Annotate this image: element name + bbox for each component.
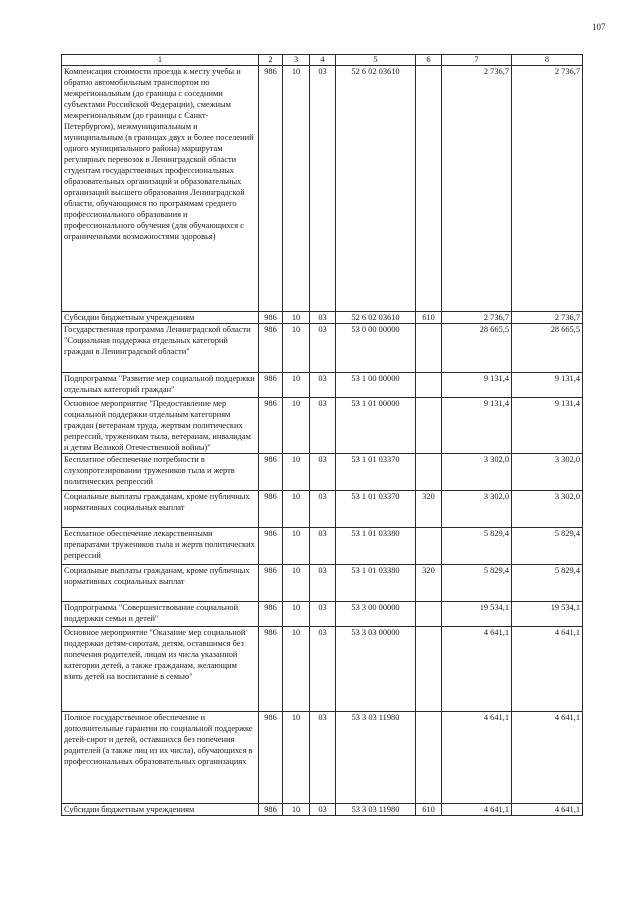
row-code-5: 53 3 00 00000: [336, 602, 416, 627]
row-amount-7: 19 534,1: [442, 602, 512, 627]
row-code-6: [416, 627, 442, 712]
row-code-4: 03: [310, 528, 336, 565]
table-row: [62, 454, 583, 491]
table-row: [62, 66, 583, 312]
row-code-4: 03: [310, 398, 336, 454]
row-amount-7: 2 736,7: [442, 66, 512, 312]
row-code-2: 986: [259, 528, 283, 565]
row-amount-7: 5 829,4: [442, 565, 512, 602]
table-row: [62, 602, 583, 627]
row-amount-8: 2 736,7: [512, 66, 583, 312]
row-code-3: 10: [283, 528, 310, 565]
row-name: Подпрограмма "Развитие мер социальной поддержки отдельных категорий граждан": [62, 373, 259, 398]
row-code-6: [416, 528, 442, 565]
row-code-4: 03: [310, 373, 336, 398]
row-amount-8: 9 131,4: [512, 398, 583, 454]
row-code-3: 10: [283, 312, 310, 324]
row-amount-7: 3 302,0: [442, 491, 512, 528]
row-code-6: 610: [416, 312, 442, 324]
row-name: Социальные выплаты гражданам, кроме публичных нормативных социальных выплат: [62, 491, 259, 528]
row-code-6: [416, 454, 442, 491]
row-code-2: 986: [259, 491, 283, 528]
row-code-4: 03: [310, 712, 336, 804]
row-code-6: [416, 398, 442, 454]
row-amount-8: 5 829,4: [512, 528, 583, 565]
row-code-2: 986: [259, 712, 283, 804]
row-code-2: 986: [259, 804, 283, 816]
row-amount-8: 4 641,1: [512, 627, 583, 712]
row-amount-7: 4 641,1: [442, 712, 512, 804]
row-code-4: 03: [310, 66, 336, 312]
table-row: [62, 528, 583, 565]
row-code-2: 986: [259, 373, 283, 398]
table-row: [62, 324, 583, 373]
header-cell: 6: [416, 55, 442, 66]
row-code-3: 10: [283, 602, 310, 627]
row-name: Бесплатное обеспечение потребности в слухопротезировании тружеников тыла и жертв политических репрессий: [62, 454, 259, 491]
row-amount-8: 4 641,1: [512, 804, 583, 816]
row-code-2: 986: [259, 602, 283, 627]
row-code-4: 03: [310, 454, 336, 491]
row-code-2: 986: [259, 324, 283, 373]
table-row: [62, 565, 583, 602]
row-code-6: [416, 66, 442, 312]
row-name: Основное мероприятие "Оказание мер социальной поддержки детям-сиротам, детям, оставшимся без попечения родителей, лицам из числа указанной категории детей, а также гражданам, желающим взять детей на воспитание в семью": [62, 627, 259, 712]
row-code-4: 03: [310, 491, 336, 528]
row-code-2: 986: [259, 66, 283, 312]
row-code-3: 10: [283, 565, 310, 602]
row-amount-7: 9 131,4: [442, 398, 512, 454]
table-row: [62, 373, 583, 398]
row-amount-8: 28 665,5: [512, 324, 583, 373]
row-amount-8: 5 829,4: [512, 565, 583, 602]
row-amount-7: 3 302,0: [442, 454, 512, 491]
row-name: Государственная программа Ленинградской области "Социальная поддержка отдельных категорий граждан в Ленинградской области": [62, 324, 259, 373]
table-row: [62, 398, 583, 454]
row-code-5: 52 6 02 03610: [336, 312, 416, 324]
row-code-4: 03: [310, 602, 336, 627]
row-code-5: 53 1 00 00000: [336, 373, 416, 398]
row-code-3: 10: [283, 491, 310, 528]
row-code-4: 03: [310, 804, 336, 816]
row-code-2: 986: [259, 454, 283, 491]
row-code-4: 03: [310, 627, 336, 712]
row-amount-7: 2 736,7: [442, 312, 512, 324]
row-code-5: 52 6 02 03610: [336, 66, 416, 312]
row-code-3: 10: [283, 398, 310, 454]
header-row: [62, 55, 583, 66]
row-code-5: 53 1 01 03370: [336, 454, 416, 491]
row-amount-8: 3 302,0: [512, 454, 583, 491]
row-code-5: 53 1 01 03370: [336, 491, 416, 528]
header-cell: 2: [259, 55, 283, 66]
row-name: Подпрограмма "Совершенствование социальной поддержки семьи и детей": [62, 602, 259, 627]
row-name: Социальные выплаты гражданам, кроме публичных нормативных социальных выплат: [62, 565, 259, 602]
row-code-4: 03: [310, 324, 336, 373]
row-code-3: 10: [283, 324, 310, 373]
row-amount-8: 3 302,0: [512, 491, 583, 528]
header-cell: 4: [310, 55, 336, 66]
row-name: Полное государственное обеспечение и дополнительные гарантии по социальной поддержке детей-сирот и детей, оставшихся без попечения родителей (а также лиц из их числа), обучающихся в профессиональных образовательных организациях: [62, 712, 259, 804]
row-name: Компенсация стоимости проезда к месту учебы и обратно автомобильным транспортом по межрегиональным (до границы с соседними субъектами Российской Федерации), смежным межрегиональным (до границы с Санкт-Петербургом), межмуниципальным и муниципальным (в границах двух и более поселений одного муниципального района) маршрутам регулярных перевозок в Ленинградской области студентам государственных профессиональных образовательных организаций и образовательных организаций высшего образования Ленинградской области, обучающимся по программам среднего профессионального образования и профессионального обучения (для обучающихся с ограниченными возможностями здоровья): [62, 66, 259, 312]
row-code-3: 10: [283, 712, 310, 804]
page-number: 107: [592, 22, 606, 32]
row-code-5: 53 0 00 00000: [336, 324, 416, 373]
row-code-6: [416, 373, 442, 398]
row-code-2: 986: [259, 627, 283, 712]
row-name: Основное мероприятие "Предоставление мер социальной поддержки отдельным категориям граждан (ветеранам труда, жертвам политических репрессий, труженикам тыла, ветеранам, инвалидам и детям Великой Отечественной войны)": [62, 398, 259, 454]
row-code-3: 10: [283, 454, 310, 491]
row-name: Бесплатное обеспечение лекарственными препаратами тружеников тыла и жертв политических репрессий: [62, 528, 259, 565]
row-code-6: [416, 324, 442, 373]
row-code-2: 986: [259, 312, 283, 324]
table-row: [62, 627, 583, 712]
row-code-6: 320: [416, 491, 442, 528]
row-code-3: 10: [283, 804, 310, 816]
row-code-5: 53 1 01 03380: [336, 528, 416, 565]
budget-table: [61, 54, 583, 816]
row-code-3: 10: [283, 627, 310, 712]
row-code-2: 986: [259, 565, 283, 602]
row-code-3: 10: [283, 66, 310, 312]
row-amount-7: 5 829,4: [442, 528, 512, 565]
header-cell: 5: [336, 55, 416, 66]
row-code-3: 10: [283, 373, 310, 398]
row-code-5: 53 1 01 03380: [336, 565, 416, 602]
header-cell: 8: [512, 55, 583, 66]
header-cell: 7: [442, 55, 512, 66]
row-amount-8: 4 641,1: [512, 712, 583, 804]
table-row: [62, 804, 583, 816]
row-amount-8: 2 736,7: [512, 312, 583, 324]
header-cell: 3: [283, 55, 310, 66]
row-code-6: [416, 602, 442, 627]
row-code-4: 03: [310, 565, 336, 602]
table-row: [62, 712, 583, 804]
row-code-6: [416, 712, 442, 804]
row-amount-7: 4 641,1: [442, 627, 512, 712]
row-code-4: 03: [310, 312, 336, 324]
header-cell: 1: [62, 55, 259, 66]
row-amount-7: 9 131,4: [442, 373, 512, 398]
row-code-6: 610: [416, 804, 442, 816]
row-code-2: 986: [259, 398, 283, 454]
table-row: [62, 491, 583, 528]
row-name: Субсидии бюджетным учреждениям: [62, 312, 259, 324]
row-code-5: 53 1 01 00000: [336, 398, 416, 454]
row-code-5: 53 3 03 11980: [336, 712, 416, 804]
row-amount-8: 9 131,4: [512, 373, 583, 398]
row-code-6: 320: [416, 565, 442, 602]
row-amount-7: 4 641,1: [442, 804, 512, 816]
row-amount-7: 28 665,5: [442, 324, 512, 373]
row-code-5: 53 3 03 11980: [336, 804, 416, 816]
row-amount-8: 19 534,1: [512, 602, 583, 627]
row-code-5: 53 3 03 00000: [336, 627, 416, 712]
table-row: [62, 312, 583, 324]
row-name: Субсидии бюджетным учреждениям: [62, 804, 259, 816]
